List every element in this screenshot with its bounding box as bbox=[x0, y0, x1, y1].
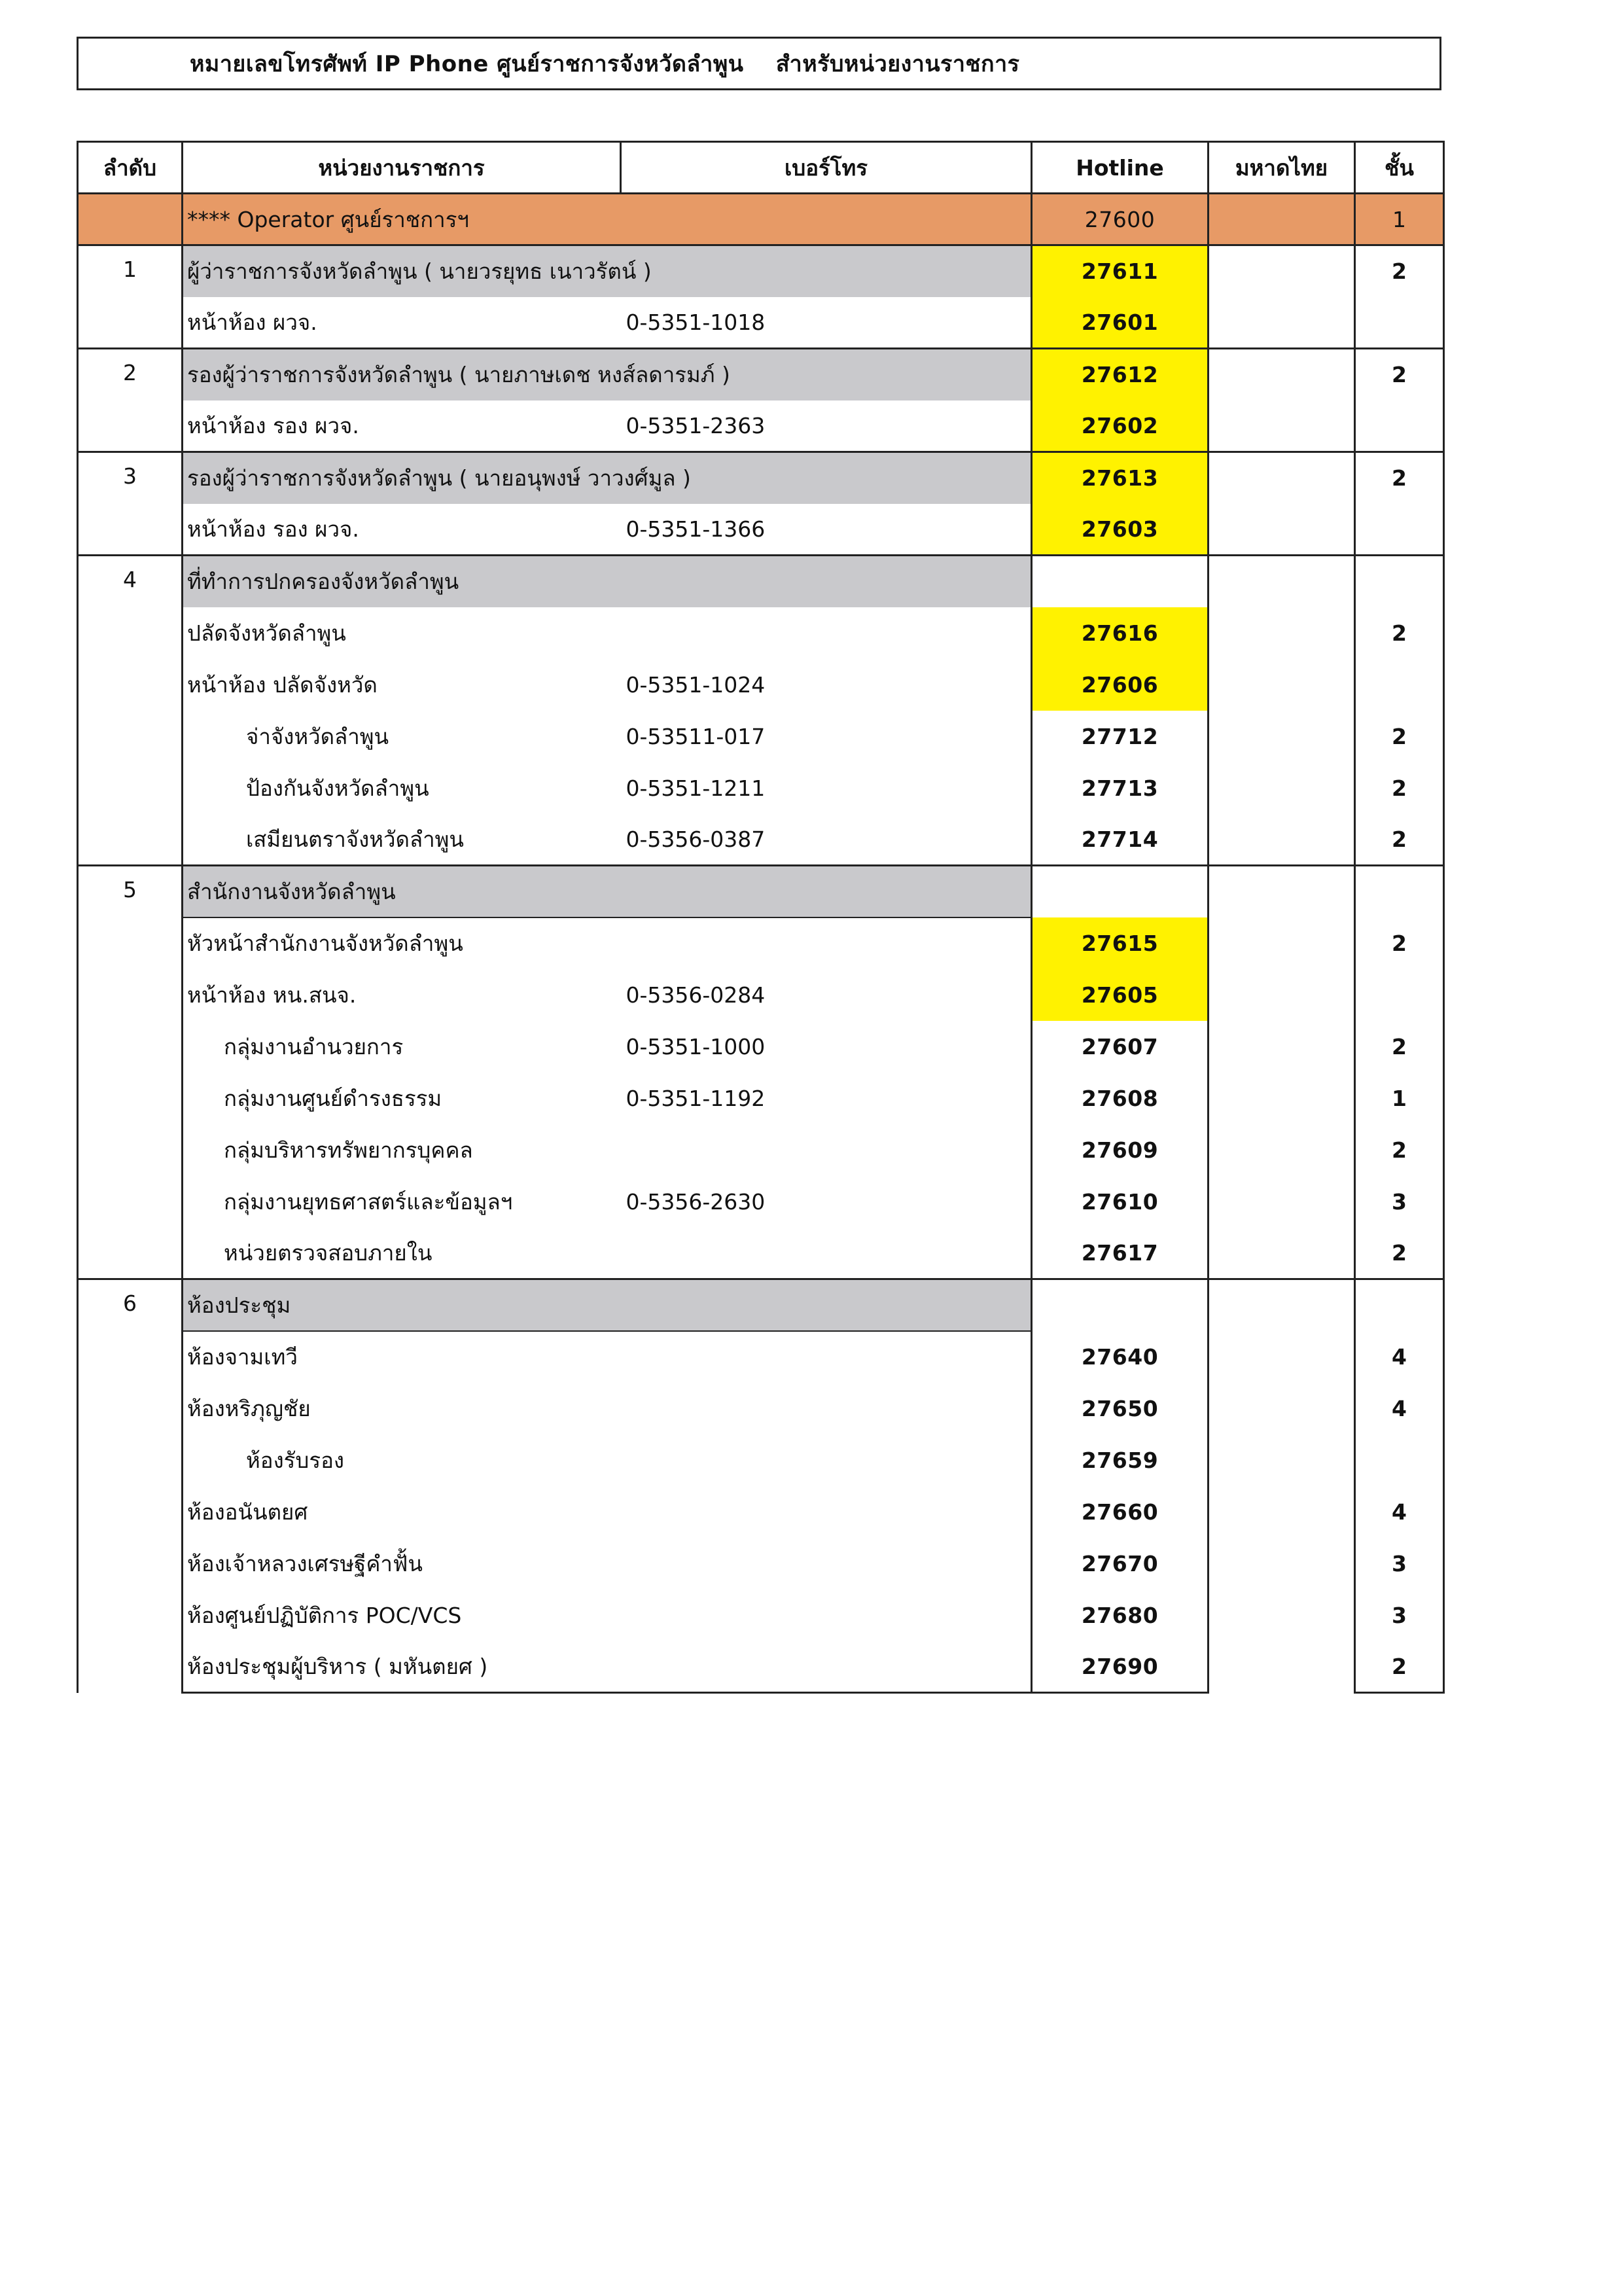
row-no: 5 bbox=[78, 866, 183, 1279]
row-unit: ห้องเจ้าหลวงเศรษฐีคำฟั้น bbox=[187, 1550, 423, 1576]
row-floor: 3 bbox=[1355, 1176, 1444, 1228]
row-hotline: 27613 bbox=[1032, 452, 1209, 504]
document-title-box bbox=[77, 37, 1441, 90]
operator-no bbox=[78, 194, 183, 245]
row-floor: 3 bbox=[1355, 1590, 1444, 1641]
table-row bbox=[78, 866, 1444, 917]
row-tel: 0-5356-2630 bbox=[626, 1188, 766, 1215]
row-floor bbox=[1355, 969, 1444, 1021]
row-tel bbox=[621, 1486, 1032, 1538]
row-tel bbox=[621, 1383, 1032, 1434]
document-title: หมายเลขโทรศัพท์ IP Phone ศูนย์ราชการจังหวัดลำพูน สำหรับหน่วยงานราชการ bbox=[190, 51, 1020, 77]
row-tel: 0-5356-0284 bbox=[626, 982, 766, 1008]
row-floor: 2 bbox=[1355, 917, 1444, 969]
row-hotline: 27609 bbox=[1032, 1124, 1209, 1176]
row-hotline bbox=[1032, 866, 1209, 917]
row-floor: 4 bbox=[1355, 1331, 1444, 1383]
operator-label: **** Operator ศูนย์ราชการฯ bbox=[183, 194, 1032, 245]
row-unit: หน้าห้อง รอง ผวจ. bbox=[187, 412, 359, 438]
row-hotline: 27660 bbox=[1032, 1486, 1209, 1538]
row-hotline: 27612 bbox=[1032, 349, 1209, 400]
header-unit: หน่วยงานราชการ bbox=[183, 142, 621, 194]
row-tel: 0-53511-017 bbox=[626, 723, 766, 749]
row-floor bbox=[1355, 866, 1444, 917]
row-hotline: 27690 bbox=[1032, 1641, 1209, 1693]
operator-moi bbox=[1209, 194, 1355, 245]
row-hotline: 27713 bbox=[1032, 762, 1209, 814]
row-unit: ห้องประชุม bbox=[183, 1279, 1032, 1331]
row-tel: 0-5351-1000 bbox=[626, 1033, 766, 1059]
row-tel bbox=[621, 917, 1032, 969]
row-hotline: 27602 bbox=[1032, 400, 1209, 452]
row-unit: ห้องจามเทวี bbox=[187, 1344, 298, 1370]
row-floor: 2 bbox=[1355, 814, 1444, 866]
row-tel bbox=[621, 1228, 1032, 1279]
phone-directory-table bbox=[77, 141, 1445, 1694]
row-tel: 0-5351-2363 bbox=[626, 412, 766, 438]
operator-row bbox=[78, 194, 1444, 245]
header-hotline: Hotline bbox=[1032, 142, 1209, 194]
row-unit: กลุ่มงานอำนวยการ bbox=[224, 1033, 404, 1059]
row-unit: ห้องศูนย์ปฏิบัติการ POC/VCS bbox=[187, 1602, 462, 1628]
row-hotline: 27605 bbox=[1032, 969, 1209, 1021]
table-row bbox=[78, 556, 1444, 607]
row-floor: 2 bbox=[1355, 711, 1444, 762]
row-tel bbox=[621, 1331, 1032, 1383]
row-floor bbox=[1355, 1279, 1444, 1331]
row-unit: หน่วยตรวจสอบภายใน bbox=[224, 1239, 432, 1266]
row-tel: 0-5351-1366 bbox=[626, 516, 766, 542]
row-hotline: 27617 bbox=[1032, 1228, 1209, 1279]
row-tel: 0-5351-1211 bbox=[626, 775, 766, 801]
row-no: 1 bbox=[78, 245, 183, 349]
row-unit: หน้าห้อง ปลัดจังหวัด bbox=[187, 671, 378, 698]
row-hotline: 27606 bbox=[1032, 659, 1209, 711]
row-moi bbox=[1209, 245, 1355, 349]
row-unit: ปลัดจังหวัดลำพูน bbox=[187, 620, 346, 646]
table-row bbox=[78, 1279, 1444, 1331]
row-hotline: 27615 bbox=[1032, 917, 1209, 969]
row-unit: ป้องกันจังหวัดลำพูน bbox=[246, 775, 429, 801]
row-floor bbox=[1355, 659, 1444, 711]
row-tel: 0-5351-1192 bbox=[626, 1085, 766, 1111]
row-unit: จ่าจังหวัดลำพูน bbox=[246, 723, 389, 749]
row-tel bbox=[621, 1538, 1032, 1590]
row-unit: กลุ่มงานศูนย์ดำรงธรรม bbox=[224, 1085, 442, 1111]
row-no: 4 bbox=[78, 556, 183, 866]
row-moi bbox=[1209, 1279, 1355, 1693]
row-tel bbox=[621, 607, 1032, 659]
header-moi: มหาดไทย bbox=[1209, 142, 1355, 194]
row-hotline: 27603 bbox=[1032, 504, 1209, 556]
row-moi bbox=[1209, 452, 1355, 556]
row-hotline: 27714 bbox=[1032, 814, 1209, 866]
row-floor bbox=[1355, 1434, 1444, 1486]
operator-hotline: 27600 bbox=[1032, 194, 1209, 245]
row-hotline: 27610 bbox=[1032, 1176, 1209, 1228]
row-floor: 4 bbox=[1355, 1383, 1444, 1434]
row-floor: 3 bbox=[1355, 1538, 1444, 1590]
row-unit: กลุ่มงานยุทธศาสตร์และข้อมูลฯ bbox=[224, 1188, 513, 1215]
row-tel bbox=[621, 1641, 1032, 1693]
row-no: 6 bbox=[78, 1279, 183, 1693]
table-row bbox=[78, 245, 1444, 297]
row-unit: หน้าห้อง รอง ผวจ. bbox=[187, 516, 359, 542]
row-tel: 0-5351-1018 bbox=[626, 309, 766, 335]
table-row bbox=[78, 452, 1444, 504]
row-unit: ห้องรับรอง bbox=[246, 1447, 345, 1473]
row-hotline bbox=[1032, 556, 1209, 607]
header-tel: เบอร์โทร bbox=[621, 142, 1032, 194]
row-floor: 2 bbox=[1355, 1228, 1444, 1279]
row-hotline: 27680 bbox=[1032, 1590, 1209, 1641]
row-unit: สำนักงานจังหวัดลำพูน bbox=[183, 866, 1032, 917]
row-moi bbox=[1209, 349, 1355, 452]
row-unit: ห้องหริภุญชัย bbox=[187, 1395, 311, 1421]
row-tel bbox=[621, 1434, 1032, 1486]
row-unit: หน้าห้อง หน.สนจ. bbox=[187, 982, 357, 1008]
row-unit: รองผู้ว่าราชการจังหวัดลำพูน ( นายภาษเดช หงส์ลดารมภ์ ) bbox=[183, 349, 1032, 400]
row-no: 3 bbox=[78, 452, 183, 556]
row-unit: ผู้ว่าราชการจังหวัดลำพูน ( นายวรยุทธ เนาวรัตน์ ) bbox=[183, 245, 1032, 297]
row-floor: 2 bbox=[1355, 1641, 1444, 1693]
row-floor: 2 bbox=[1355, 349, 1444, 400]
row-hotline: 27611 bbox=[1032, 245, 1209, 297]
header-floor: ชั้น bbox=[1355, 142, 1444, 194]
row-hotline: 27650 bbox=[1032, 1383, 1209, 1434]
row-tel: 0-5351-1024 bbox=[626, 671, 766, 698]
row-hotline bbox=[1032, 1279, 1209, 1331]
header-no: ลำดับ bbox=[78, 142, 183, 194]
row-unit: หน้าห้อง ผวจ. bbox=[187, 309, 317, 335]
row-floor: 2 bbox=[1355, 1124, 1444, 1176]
row-moi bbox=[1209, 866, 1355, 1279]
row-tel: 0-5356-0387 bbox=[626, 826, 766, 852]
row-unit: หัวหน้าสำนักงานจังหวัดลำพูน bbox=[187, 931, 463, 956]
row-floor: 1 bbox=[1355, 1073, 1444, 1124]
row-floor: 2 bbox=[1355, 607, 1444, 659]
row-tel bbox=[621, 1590, 1032, 1641]
row-floor bbox=[1355, 504, 1444, 556]
row-floor: 4 bbox=[1355, 1486, 1444, 1538]
row-no: 2 bbox=[78, 349, 183, 452]
row-hotline: 27601 bbox=[1032, 297, 1209, 349]
row-tel bbox=[621, 1124, 1032, 1176]
row-unit: ห้องอนันตยศ bbox=[187, 1499, 308, 1525]
row-floor bbox=[1355, 556, 1444, 607]
table-header-row bbox=[78, 142, 1444, 194]
row-hotline: 27712 bbox=[1032, 711, 1209, 762]
row-floor bbox=[1355, 297, 1444, 349]
row-hotline: 27608 bbox=[1032, 1073, 1209, 1124]
row-unit: ห้องประชุมผู้บริหาร ( มหันตยศ ) bbox=[183, 1641, 621, 1693]
row-floor: 2 bbox=[1355, 245, 1444, 297]
row-unit: รองผู้ว่าราชการจังหวัดลำพูน ( นายอนุพงษ์ วาวงศ์มูล ) bbox=[183, 452, 1032, 504]
row-unit: ที่ทำการปกครองจังหวัดลำพูน bbox=[183, 556, 1032, 607]
row-hotline: 27659 bbox=[1032, 1434, 1209, 1486]
row-hotline: 27640 bbox=[1032, 1331, 1209, 1383]
row-hotline: 27607 bbox=[1032, 1021, 1209, 1073]
row-hotline: 27670 bbox=[1032, 1538, 1209, 1590]
row-floor: 2 bbox=[1355, 452, 1444, 504]
row-hotline: 27616 bbox=[1032, 607, 1209, 659]
row-unit: กลุ่มบริหารทรัพยากรบุคคล bbox=[224, 1137, 473, 1163]
row-floor: 2 bbox=[1355, 1021, 1444, 1073]
operator-floor: 1 bbox=[1355, 194, 1444, 245]
row-moi bbox=[1209, 556, 1355, 866]
row-floor bbox=[1355, 400, 1444, 452]
table-row bbox=[78, 349, 1444, 400]
row-unit: เสมียนตราจังหวัดลำพูน bbox=[246, 826, 464, 852]
row-floor: 2 bbox=[1355, 762, 1444, 814]
